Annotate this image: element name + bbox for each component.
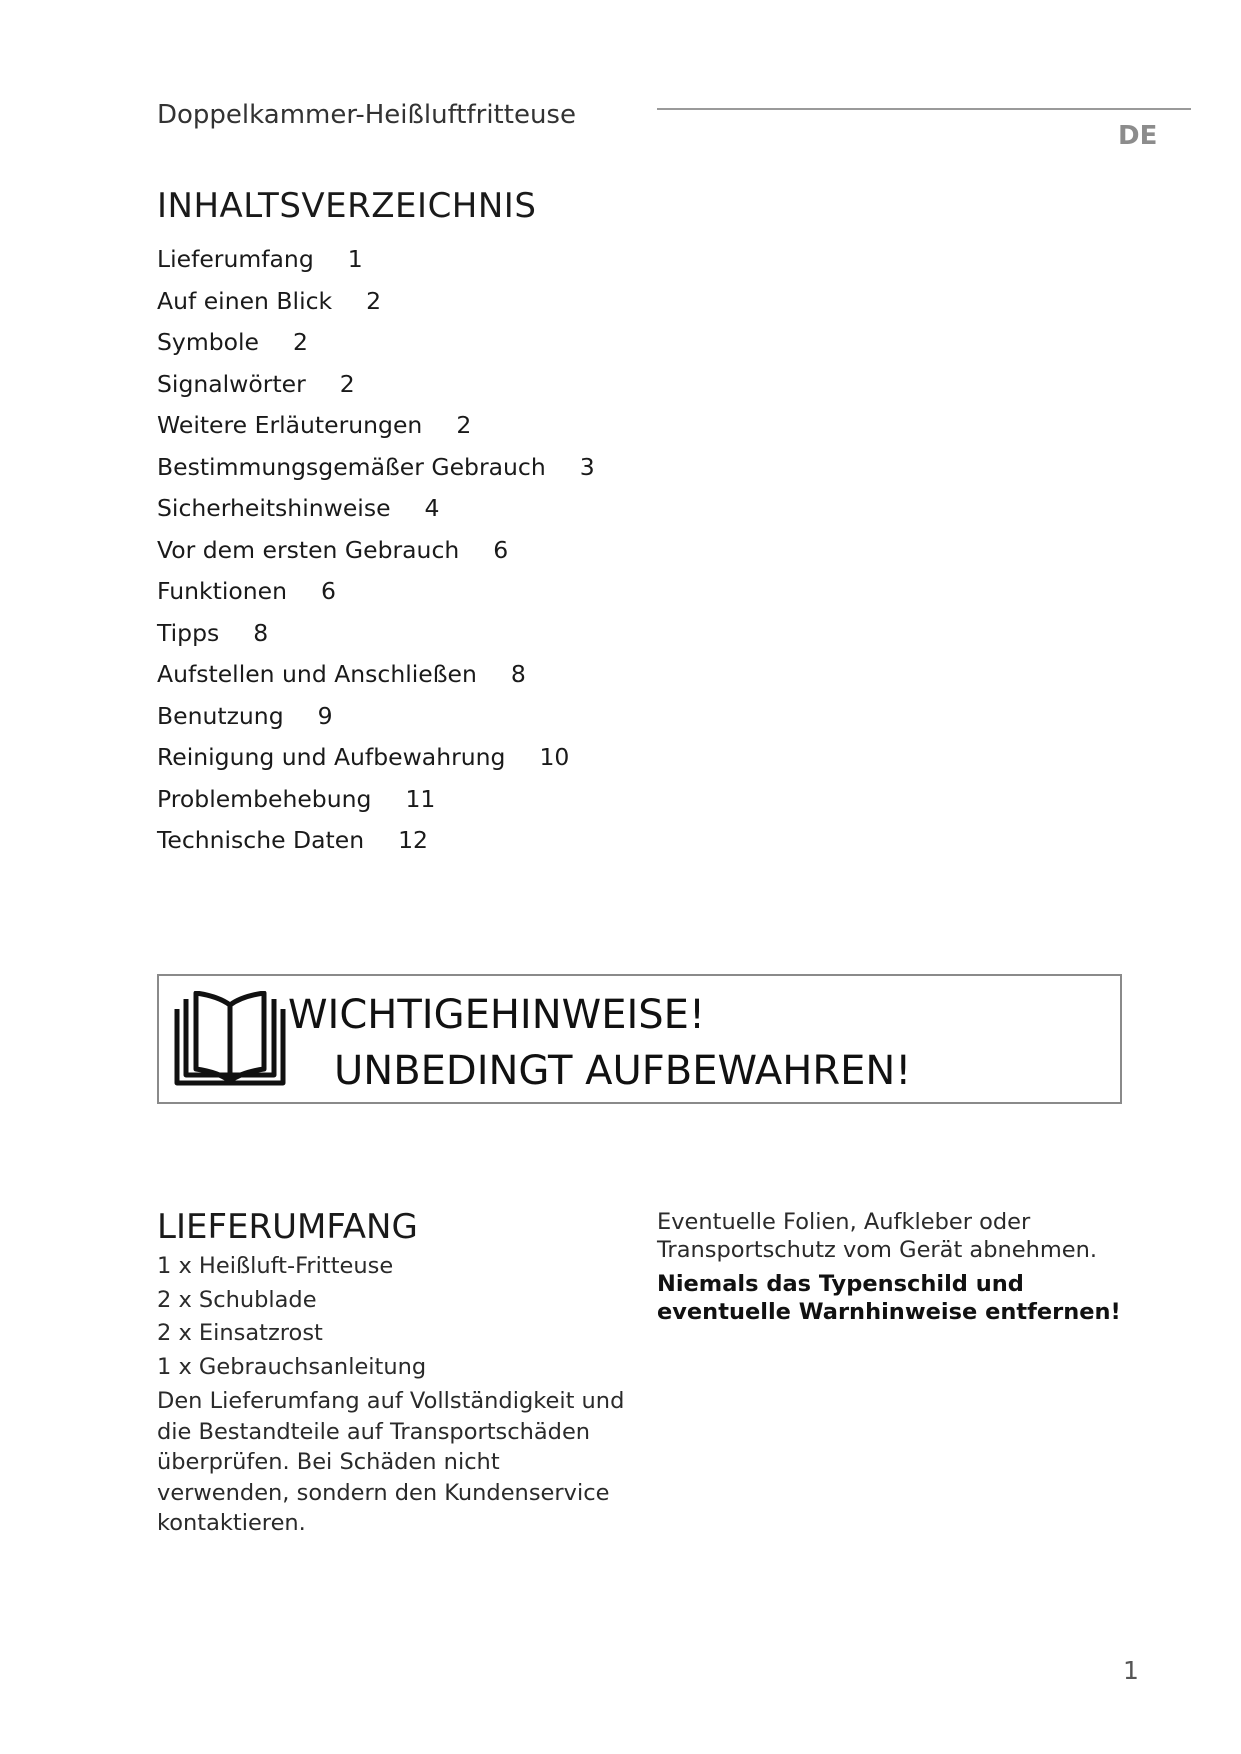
scope-item: 1 x Heißluft-Fritteuse: [157, 1253, 394, 1279]
scope-item: 2 x Schublade: [157, 1286, 317, 1313]
important-notice-box: [157, 974, 1122, 1104]
toc-item-label: Signalwörter: [157, 369, 306, 398]
toc-item: [157, 245, 595, 287]
toc-item-page: 9: [317, 701, 333, 730]
scope-item: 2 x Einsatzrost: [157, 1320, 323, 1346]
toc-item: [157, 702, 595, 744]
scope-item: 1 x Gebrauchsanleitung: [157, 1353, 427, 1380]
toc-item-page: 2: [339, 369, 355, 398]
toc-item: [157, 328, 595, 370]
toc-item: [157, 411, 595, 453]
toc-item-label: Lieferumfang: [157, 245, 314, 273]
toc-item-label: Weitere Erläuterungen: [157, 411, 423, 439]
toc-item: [157, 536, 595, 578]
toc-item-page: 1: [347, 245, 363, 273]
toc-item-label: Symbole: [157, 328, 259, 356]
toc-item-page: 2: [456, 411, 472, 439]
scope-paragraph: Den Lieferumfang auf Vollständigkeit und die Bestandteile auf Transportschäden überprüfen. Bei Schäden nicht verwenden, sondern den Kundenservice kontaktieren.: [157, 1388, 625, 1536]
toc-item-page: 10: [539, 743, 570, 771]
toc-item-label: Auf einen Blick: [157, 286, 333, 315]
notice-line-2: UNBEDINGT AUFBEWAHREN!: [334, 1048, 912, 1094]
toc-item: [157, 494, 595, 536]
language-badge: DE: [1118, 121, 1158, 151]
toc-item-page: 2: [293, 328, 308, 356]
toc-item-label: Sicherheitshinweise: [157, 494, 391, 522]
toc-item-page: 11: [405, 784, 436, 813]
toc-item-label: Aufstellen und Anschließen: [157, 660, 477, 688]
toc-item: [157, 743, 595, 785]
toc-item-page: 6: [493, 535, 509, 564]
toc-item-label: Reinigung und Aufbewahrung: [157, 743, 506, 771]
toc-item: [157, 370, 595, 412]
toc-item: [157, 287, 595, 329]
page-number: 1: [1123, 1656, 1139, 1685]
toc-item-page: 8: [253, 618, 269, 647]
toc-item: [157, 577, 595, 619]
header-divider: [657, 108, 1191, 110]
toc-item-label: Benutzung: [157, 701, 284, 730]
toc-heading: INHALTSVERZEICHNIS: [157, 186, 537, 226]
toc-item: [157, 619, 595, 661]
toc-item-label: Technische Daten: [157, 826, 365, 854]
toc-list: [157, 245, 595, 868]
toc-item: [157, 785, 595, 827]
document-title: Doppelkammer-Heißluftfritteuse: [157, 100, 576, 130]
toc-item: [157, 453, 595, 495]
toc-item: [157, 826, 595, 868]
toc-item-page: 6: [321, 577, 336, 605]
packaging-paragraph: Eventuelle Folien, Aufkleber oder Transportschutz vom Gerät abnehmen.: [657, 1209, 1098, 1263]
toc-item-label: Bestimmungsgemäßer Gebrauch: [157, 452, 546, 481]
toc-item-page: 3: [579, 452, 595, 481]
scope-heading: LIEFERUMFANG: [157, 1207, 418, 1247]
toc-item-label: Tipps: [157, 618, 220, 647]
toc-item-label: Problembehebung: [157, 784, 372, 813]
toc-item: [157, 660, 595, 702]
toc-item-page: 2: [366, 286, 382, 315]
notice-line-1: WICHTIGEHINWEISE!: [288, 992, 705, 1038]
warning-paragraph: Niemals das Typenschild und eventuelle Warnhinweise entfernen!: [657, 1271, 1121, 1325]
toc-item-label: Funktionen: [157, 577, 287, 605]
scope-list: [157, 1253, 426, 1387]
toc-item-page: 8: [510, 660, 526, 688]
toc-item-page: 4: [424, 494, 440, 522]
toc-item-label: Vor dem ersten Gebrauch: [157, 535, 460, 564]
open-book-icon: [174, 991, 286, 1087]
toc-item-page: 12: [398, 826, 429, 854]
